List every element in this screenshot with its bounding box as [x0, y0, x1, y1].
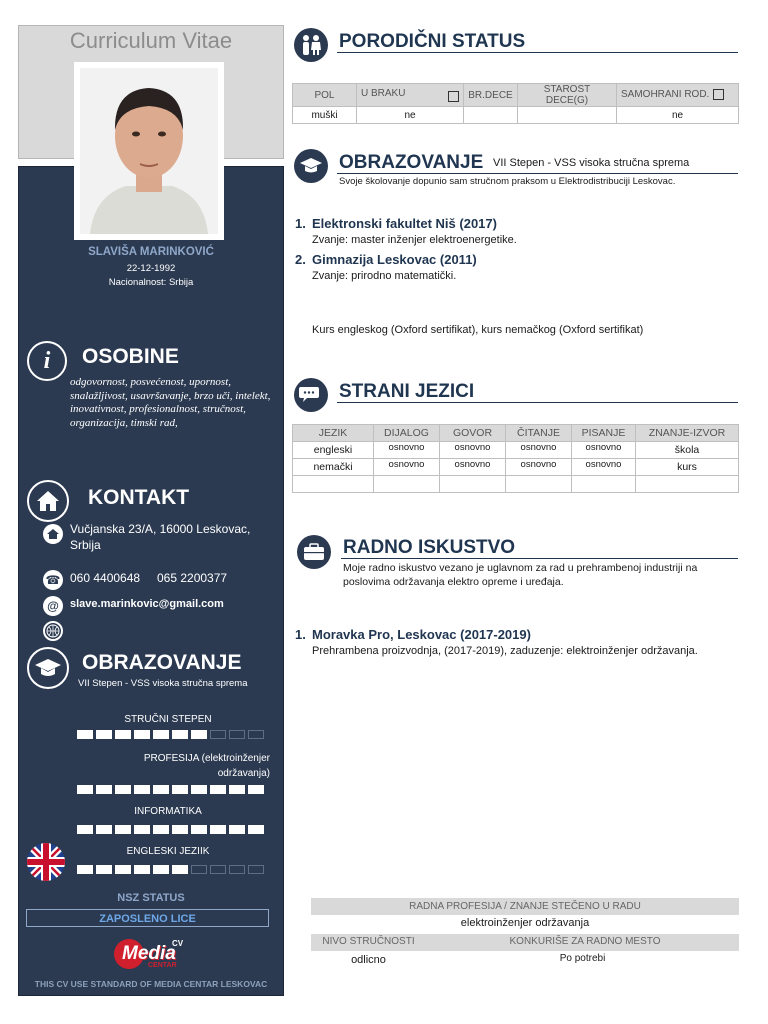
language-cell: osnovno — [440, 459, 506, 476]
skill-label-stepen: STRUČNI STEPEN — [124, 714, 212, 725]
skill-level-segment — [153, 825, 169, 834]
lang-header-dijalog: DIJALOG — [374, 425, 440, 442]
work-item-1-sub: Prehrambena proizvodnja, (2017-2019), zaduzenje: elektroinženjer održavanja. — [312, 645, 698, 657]
language-cell — [293, 476, 374, 493]
skill-level-segment — [153, 865, 169, 874]
skill-level-segment — [153, 730, 169, 739]
skill-level-segment — [210, 785, 226, 794]
briefcase-icon — [297, 535, 331, 569]
skill-level-segment — [229, 730, 245, 739]
profession-value: elektroinženjer održavanja — [460, 917, 590, 929]
skill-label-engleski: ENGLESKI JEZIIK — [126, 846, 210, 857]
skill-level-segment — [77, 785, 93, 794]
family-value-br-dece — [464, 107, 518, 124]
language-cell: osnovno — [440, 442, 506, 459]
graduation-cap-icon — [27, 647, 69, 689]
lang-header-citanje: ČITANJE — [506, 425, 572, 442]
contact-phone-2[interactable]: 065 2200377 — [157, 571, 228, 585]
skill-level-segment — [248, 730, 264, 739]
family-status-table — [292, 83, 739, 124]
family-header-starost-dece: STAROST DECE(G) — [518, 84, 617, 107]
skill-level-segment — [172, 865, 188, 874]
skill-level-segment — [248, 825, 264, 834]
education-item-2-sub: Zvanje: prirodno matematički. — [312, 270, 457, 282]
language-cell — [440, 476, 506, 493]
language-cell: osnovno — [572, 442, 636, 459]
skill-level-segment — [210, 865, 226, 874]
person-birthdate: 22-12-1992 — [126, 263, 176, 274]
skill-level-segment — [172, 785, 188, 794]
skill-level-segment — [191, 865, 207, 874]
education-title-underline — [337, 173, 738, 174]
skill-level-segment — [77, 730, 93, 739]
family-icon — [294, 28, 328, 62]
language-cell — [374, 476, 440, 493]
lang-header-pisanje: PISANJE — [572, 425, 636, 442]
education-item-1-title: Elektronski fakultet Niš (2017) — [312, 216, 497, 231]
skill-level-segment — [191, 825, 207, 834]
phone-icon: ☎ — [43, 570, 63, 590]
education-title: OBRAZOVANJE — [339, 152, 484, 173]
skill-bar-informatika — [77, 825, 264, 834]
education-item-1-sub: Zvanje: master inženjer elektroenergetike. — [312, 234, 517, 246]
education-courses: Kurs engleskog (Oxford sertifikat), kurs nemačkog (Oxford sertifikat) — [312, 324, 644, 336]
language-cell: škola — [636, 442, 739, 459]
skill-level-segment — [229, 825, 245, 834]
skill-level-segment — [229, 785, 245, 794]
work-title-underline — [341, 558, 738, 559]
family-value-samohrani: ne — [617, 107, 739, 124]
u-braku-checkbox[interactable] — [448, 91, 459, 102]
samohrani-checkbox[interactable] — [713, 89, 724, 100]
language-cell — [506, 476, 572, 493]
language-cell: osnovno — [506, 459, 572, 476]
family-value-pol: muški — [293, 107, 357, 124]
work-item-1-num: 1. — [295, 627, 306, 642]
language-cell: engleski — [293, 442, 374, 459]
skill-bar-engleski — [77, 865, 264, 874]
education-item-1-num: 1. — [295, 216, 306, 231]
language-row — [293, 459, 739, 476]
uk-flag-icon — [27, 843, 65, 881]
nsz-status-value: ZAPOSLENO LICE — [26, 909, 269, 927]
contact-email[interactable]: slave.marinkovic@gmail.com — [70, 598, 224, 610]
skill-level-segment — [134, 785, 150, 794]
profile-photo — [74, 62, 224, 240]
skill-level-segment — [172, 730, 188, 739]
side-education-subtitle: VII Stepen - VSS visoka stručna sprema — [78, 678, 248, 689]
skill-level-segment — [248, 785, 264, 794]
language-cell: osnovno — [572, 459, 636, 476]
info-icon: i — [27, 341, 67, 381]
education-degree: VII Stepen - VSS visoka stručna sprema — [493, 157, 690, 169]
cv-title: Curriculum Vitae — [69, 28, 233, 53]
profile-photo-image — [80, 68, 218, 234]
skill-level-segment — [229, 865, 245, 874]
skill-level-segment — [248, 865, 264, 874]
globe-icon — [43, 621, 63, 641]
email-icon: @ — [43, 596, 63, 616]
profession-label: RADNA PROFESIJA / ZNANJE STEČENO U RADU — [311, 898, 739, 915]
skill-level-segment — [77, 825, 93, 834]
level-value: odlicno — [351, 954, 386, 966]
skill-level-segment — [210, 825, 226, 834]
skill-level-segment — [96, 785, 112, 794]
contact-title: KONTAKT — [88, 486, 190, 509]
compete-label: KONKURIŠE ZA RADNO MESTO — [509, 936, 661, 947]
level-label: NIVO STRUČNOSTI — [322, 936, 415, 947]
work-item-1-title: Moravka Pro, Leskovac (2017-2019) — [312, 627, 531, 642]
language-cell — [572, 476, 636, 493]
traits-text: odgovornost, posvećenost, upornost, snalažljivost, usavršavanje, brzo uči, intelekt, inovativnost, profesionalnost, stručnost, organizacija, timski rad, — [70, 376, 271, 429]
skill-level-segment — [115, 865, 131, 874]
skill-level-segment — [115, 730, 131, 739]
nsz-title: NSZ STATUS — [117, 892, 185, 904]
skill-level-segment — [115, 825, 131, 834]
languages-title: STRANI JEZICI — [339, 381, 475, 402]
home-icon — [27, 480, 69, 522]
language-cell — [636, 476, 739, 493]
contact-address: Vučjanska 23/A, 16000 Leskovac, Srbija — [70, 522, 251, 552]
work-title: RADNO ISKUSTVO — [343, 537, 516, 558]
family-header-samohrani: SAMOHRANI ROD. — [617, 84, 739, 107]
language-row — [293, 476, 739, 493]
language-cell: osnovno — [374, 459, 440, 476]
location-home-icon — [43, 524, 63, 544]
language-cell: osnovno — [374, 442, 440, 459]
skill-level-segment — [115, 785, 131, 794]
traits-title: OSOBINE — [82, 345, 179, 368]
language-row — [293, 442, 739, 459]
family-header-u-braku: U BRAKU — [357, 84, 464, 107]
family-header-pol: POL — [293, 84, 357, 107]
skill-level-segment — [96, 730, 112, 739]
skill-bar-profesija — [77, 785, 264, 794]
language-cell: nemački — [293, 459, 374, 476]
skill-level-segment — [172, 825, 188, 834]
education-item-2-title: Gimnazija Leskovac (2011) — [312, 252, 477, 267]
person-nationality: Nacionalnost: Srbija — [108, 277, 194, 288]
skill-level-segment — [96, 865, 112, 874]
skill-level-segment — [77, 865, 93, 874]
family-value-starost-dece — [518, 107, 617, 124]
skill-level-segment — [191, 785, 207, 794]
family-status-title: PORODIČNI STATUS — [339, 31, 526, 52]
skill-bar-stepen — [77, 730, 264, 739]
person-name: SLAVIŠA MARINKOVIĆ — [88, 246, 214, 258]
family-title-underline — [337, 52, 738, 53]
skill-label-profesija: PROFESIJA (elektroinženjer održavanja) — [143, 753, 270, 779]
skill-level-segment — [134, 865, 150, 874]
side-education-title: OBRAZOVANJE — [82, 651, 242, 674]
contact-phone-1[interactable]: 060 4400648 — [70, 571, 141, 585]
language-cell: kurs — [636, 459, 739, 476]
family-header-br-dece: BR.DECE — [464, 84, 518, 107]
skill-level-segment — [96, 825, 112, 834]
lang-header-govor: GOVOR — [440, 425, 506, 442]
skill-level-segment — [134, 730, 150, 739]
skill-level-segment — [134, 825, 150, 834]
language-cell: osnovno — [506, 442, 572, 459]
compete-value: Po potrebi — [559, 953, 606, 964]
education-note: Svoje školovanje dopunio sam stručnom praksom u Elektrodistribuciji Leskovac. — [339, 176, 676, 187]
languages-table — [292, 424, 739, 493]
family-value-u-braku: ne — [357, 107, 464, 124]
skill-level-segment — [153, 785, 169, 794]
speech-bubbles-icon — [294, 378, 328, 412]
lang-header-znanje-izvor: ZNANJE-IZVOR — [636, 425, 739, 442]
work-intro: Moje radno iskustvo vezano je uglavnom za rad u prehrambenoj industriji na poslovima održavanja elektro opreme i uređaja. — [343, 562, 698, 588]
education-item-2-num: 2. — [295, 252, 306, 267]
footer-standard-note: THIS CV USE STANDARD OF MEDIA CENTAR LESKOVAC — [34, 979, 268, 989]
languages-title-underline — [337, 402, 738, 403]
media-centar-logo: Media CV CENTAR — [112, 937, 190, 973]
lang-header-jezik: JEZIK — [293, 425, 374, 442]
skill-label-informatika: INFORMATIKA — [134, 806, 202, 817]
education-cap-icon — [294, 149, 328, 183]
skill-level-segment — [210, 730, 226, 739]
skill-level-segment — [191, 730, 207, 739]
